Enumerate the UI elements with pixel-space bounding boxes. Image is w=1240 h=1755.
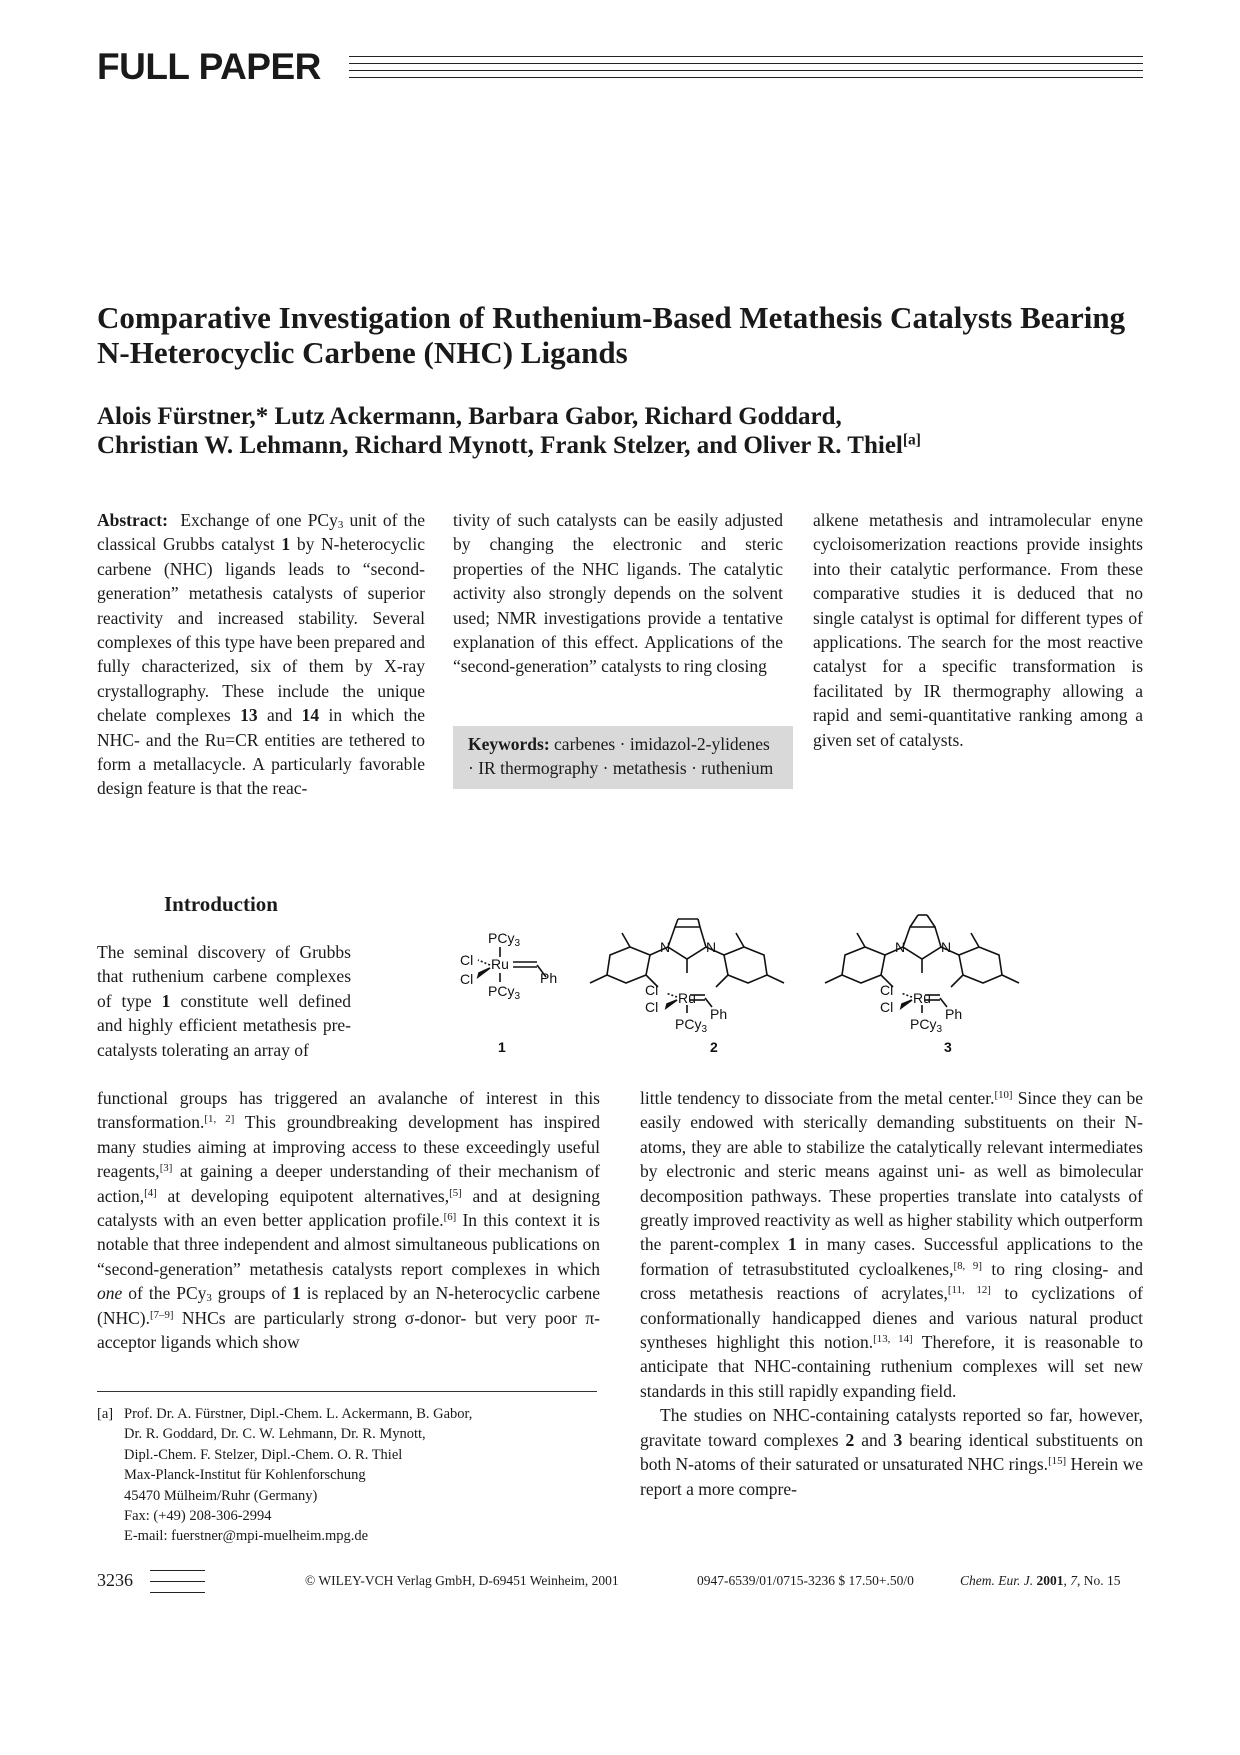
header-rules bbox=[349, 56, 1143, 86]
copyright-line: © WILEY-VCH Verlag GmbH, D-69451 Weinheim, 2001 bbox=[305, 1573, 619, 1588]
svg-text:Cl: Cl bbox=[460, 952, 474, 968]
compound-label-2: 2 bbox=[710, 1039, 718, 1055]
svg-text:N: N bbox=[660, 939, 671, 955]
journal-citation: Chem. Eur. J. 2001, 7, No. 15 bbox=[960, 1573, 1121, 1588]
svg-text:Ru: Ru bbox=[491, 956, 509, 972]
page-number: 3236 bbox=[97, 1570, 133, 1590]
svg-text:Cl: Cl bbox=[645, 982, 659, 998]
svg-text:Cl: Cl bbox=[645, 999, 659, 1015]
svg-text:Ph: Ph bbox=[540, 970, 558, 986]
compound-label-1: 1 bbox=[498, 1039, 506, 1055]
catalyst-structures-scheme bbox=[440, 895, 1120, 1075]
footnote-rule bbox=[97, 1391, 597, 1392]
affiliation-mark: [a] bbox=[902, 431, 921, 449]
intro-paragraph-1: The seminal discovery of Grubbs that ruthenium carbene complexes of type 1 constitute well defined and highly efficient metathesis pre-catalysts tolerating an array of bbox=[97, 942, 351, 1060]
svg-text:PCy3: PCy$_3$ bbox=[675, 1016, 708, 1035]
svg-text:Ru: Ru bbox=[913, 990, 931, 1006]
abstract-column-2: tivity of such catalysts can be easily adjusted by changing the electronic and steric properties of the NHC ligands. The catalytic activity also strongly depends on the solvent used; NMR investigations provide a tentative explanation of this effect. Applications of the “second-generation” catalysts to ring closing bbox=[453, 510, 783, 677]
svg-text:Cl: Cl bbox=[880, 999, 894, 1015]
paper-title: Comparative Investigation of Ruthenium-Based Metathesis Catalysts Bearing N-Heterocyclic Carbene (NHC) Ligands bbox=[97, 300, 1126, 370]
svg-text:N: N bbox=[706, 939, 717, 955]
intro-right-column: little tendency to dissociate from the metal center.[10] Since they can be easily endowed with sterically demanding substituents on their N-atoms, they are able to stabilize the catalytically relevant intermediates by electronic and steric means against uni- as well as bimolecular decomposition pathways. These properties translate into catalysts of greatly improved reactivity as well as higher stability which outperform the parent-complex 1 in many cases. Successful applications to the formation of tetrasubstituted cycloalkenes,[8, 9] to ring closing- and cross metathesis reactions of acrylates,[11, 12] to cyclizations of conformationally handicapped dienes and various natural product syntheses highlight this notion.[13, 14] Therefore, it is reasonable to anticipate that NHC-containing ruthenium complexes will set new standards in this still rapidly expanding field. The studies on NHC-containing catalysts reported so far, however, gravitate toward complexes 2 and 3 bearing identical substituents on both N-atoms of their saturated or unsaturated NHC rings.[15] Herein we report a more compre- bbox=[640, 1088, 1144, 1499]
issn-line: 0947-6539/01/0715-3236 $ 17.50+.50/0 bbox=[697, 1573, 914, 1588]
section-label: FULL PAPER bbox=[97, 46, 321, 87]
svg-text:Ph: Ph bbox=[945, 1006, 963, 1022]
abstract-column-3: alkene metathesis and intramolecular enyne cycloisomerization reactions provide insights into their catalytic performance. From these comparative studies it is deduced that no single catalyst is optimal for different types of applications. The search for the most reactive catalyst for a specific transformation is facilitated by IR thermography allowing a rapid and semi-quantitative ranking among a given set of catalysts. bbox=[813, 510, 1143, 750]
author-list: Alois Fürstner,* Lutz Ackermann, Barbara Gabor, Richard Goddard, Christian W. Lehmann, Richard Mynott, Frank Stelzer, and Oliver R. Thiel[a] bbox=[97, 403, 921, 459]
svg-text:Cl: Cl bbox=[460, 971, 474, 987]
introduction-heading: Introduction bbox=[164, 892, 278, 916]
affiliation-footnote: [a] Prof. Dr. A. Fürstner, Dipl.-Chem. L. Ackermann, B. Gabor, Dr. R. Goddard, Dr. C. W. Lehmann, Dr. R. Mynott, Dipl.-Chem. F. Stelzer, Dipl.-Chem. O. R. Thiel Max-Planck-Institut für Kohlenforschung 45470 Mülheim/Ruhr (Germany) Fax: (+49) 208-306-2994 E-mail: fuerstner@mpi-muelheim.mpg.de bbox=[97, 1406, 473, 1545]
svg-text:PCy3: PCy$_3$ bbox=[910, 1016, 943, 1035]
svg-text:PCy3: PCy$_3$ bbox=[488, 930, 521, 949]
compound-label-3: 3 bbox=[944, 1039, 952, 1055]
svg-text:Ru: Ru bbox=[678, 990, 696, 1006]
svg-text:Ph: Ph bbox=[710, 1006, 728, 1022]
svg-text:Cl: Cl bbox=[880, 982, 894, 998]
page-number-rules bbox=[150, 1570, 205, 1594]
svg-text:N: N bbox=[941, 939, 952, 955]
abstract-column-1: Abstract: Exchange of one PCy$_3$ unit of the classical Grubbs catalyst 1 by N-heterocyclic carbene (NHC) ligands leads to “second-generation” metathesis catalysts of superior reactivity and increased stability. Several complexes of this type have been prepared and fully characterized, six of them by X-ray crystallography. These include the unique chelate complexes 13 and 14 in which the NHC- and the Ru=CR entities are tethered to form a metallacycle. A particularly favorable design feature is that the reac- bbox=[97, 510, 425, 799]
svg-text:PCy3: PCy$_3$ bbox=[488, 983, 521, 1002]
intro-paragraph-2: functional groups has triggered an avalanche of interest in this transformation.[1, 2] This groundbreaking development has inspired many studies aiming at improving access to these exceedingly useful reagents,[3] at gaining a deeper understanding of their mechanism of action,[4] at developing equipotent alternatives,[5] and at designing catalysts with an even better application profile.[6] In this context it is notable that three independent and almost simultaneous publications on “second-generation” metathesis catalysts report complexes in which one of the PCy$_3$ groups of 1 is replaced by an N-heterocyclic carbene (NHC).[7–9] NHCs are particularly strong σ-donor- but very poor π-acceptor ligands which show bbox=[97, 1088, 601, 1353]
keywords-box: Keywords: carbenes · imidazol-2-ylidenes · IR thermography · metathesis · ruthenium bbox=[453, 726, 793, 789]
svg-text:N: N bbox=[895, 939, 906, 955]
